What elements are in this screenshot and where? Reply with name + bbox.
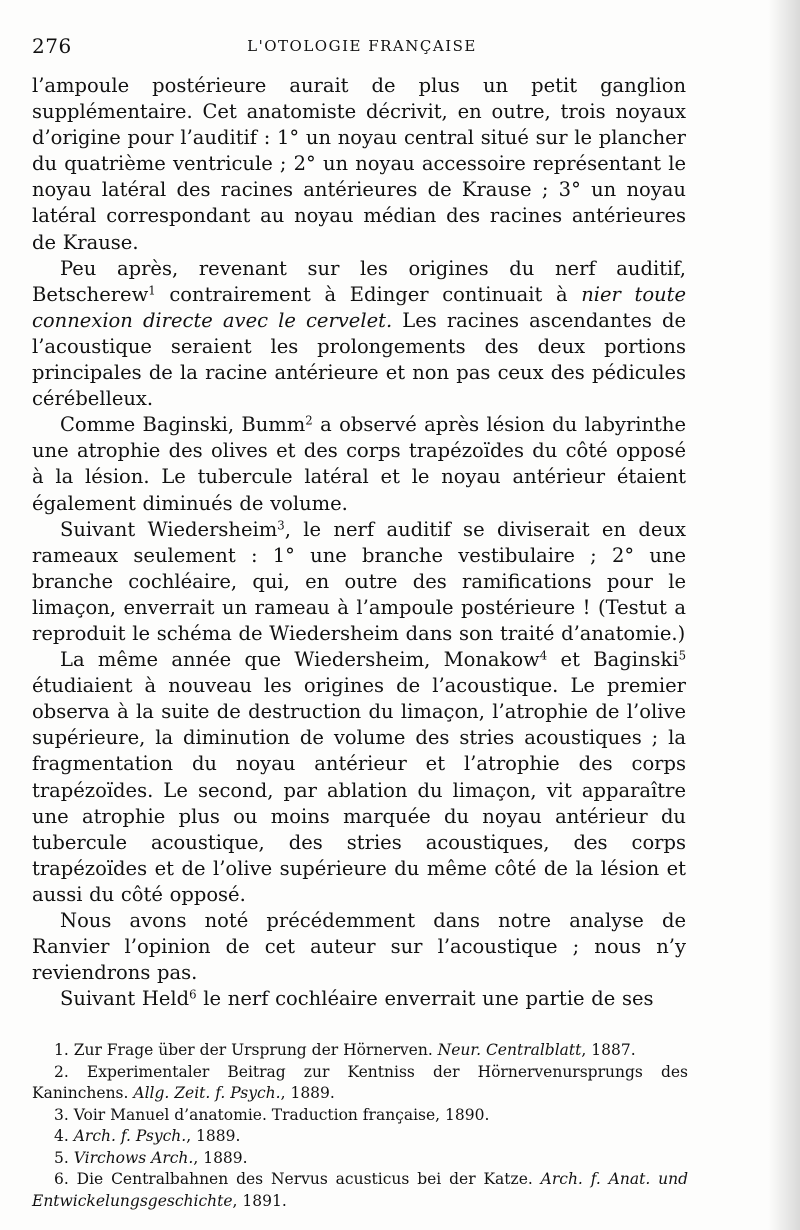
italic-text: nier toute connexion directe avec le cervelet. — [32, 282, 686, 332]
page-header — [32, 34, 692, 58]
text-run: Suivant Wiedersheim — [60, 517, 278, 541]
text-run: Les racines ascendantes de l’acoustique seraient les prolongements des deux portions principales de la racine antérieure et non pas ceux des pédicules cérébelleux. — [32, 308, 686, 411]
footnote — [32, 1169, 688, 1212]
text-run: 4. — [54, 1127, 74, 1145]
text-run: , 1889. — [186, 1127, 241, 1145]
page-edge-shadow — [768, 0, 800, 1230]
page-number: 276 — [32, 34, 72, 58]
footnotes — [32, 1040, 688, 1212]
text-run: Nous avons noté précédemment dans notre analyse de Ranvier l’opinion de cet auteur sur l’acoustique ; nous n’y reviendrons pas. — [32, 909, 686, 985]
paragraph — [32, 986, 686, 1012]
text-run: Peu après, revenant sur les origines du nerf auditif, Betscherew — [32, 256, 686, 306]
footnote — [32, 1126, 688, 1148]
footnote-ref: 3 — [277, 518, 285, 533]
italic-text: Arch. f. Psych. — [73, 1127, 187, 1145]
text-run: La même année que Wiedersheim, Monakow — [60, 648, 540, 672]
text-run: étudiaient à nouveau les origines de l’acoustique. Le premier observa à la suite de destruction du limaçon, l’atrophie de l’olive supérieure, la diminution de volume des stries acoustiques ; la fragmentation du noyau antérieur et l’atrophie des corps trapézoïdes. Le second, par ablation du limaçon, vit apparaître une atrophie plus ou moins marquée du noyau antérieur du tubercule acoustique, des stries acoustiques, des corps trapézoïdes et de l’olive supérieure du même côté de la lésion et aussi du côté opposé. — [32, 674, 686, 906]
text-run: le nerf cochléaire enverrait une partie de ses — [196, 987, 654, 1011]
text-run: , 1891. — [232, 1191, 287, 1210]
paragraph — [32, 73, 686, 256]
italic-text: Virchows Arch. — [73, 1148, 194, 1167]
text-run: et Baginski — [547, 648, 679, 672]
text-run: , 1889. — [280, 1084, 335, 1102]
text-run: 1. Zur Frage über der Ursprung der Hörnerven. — [54, 1041, 438, 1059]
running-head: L'OTOLOGIE FRANÇAISE — [247, 37, 477, 55]
text-run: , 1889. — [193, 1148, 248, 1167]
paragraph — [32, 256, 686, 413]
footnote — [32, 1062, 688, 1105]
text-run: l’ampoule postérieure aurait de plus un petit ganglion supplémentaire. Cet anatomiste décrivit, en outre, trois noyaux d’origine pour l’auditif : 1° un noyau central situé sur le plancher du quatrième ventricule ; 2° un noyau accessoire représentant le noyau latéral des racines antérieures de Krause ; 3° un noyau latéral correspondant au noyau médian des racines antérieures de Krause. — [32, 74, 686, 254]
paragraph — [32, 908, 686, 986]
text-run: contrairement à Edinger continuait à — [155, 282, 582, 306]
text-run: , 1887. — [581, 1041, 636, 1059]
italic-text: Neur. Centralblatt — [437, 1041, 582, 1059]
body-text — [32, 73, 686, 1012]
footnote — [32, 1105, 688, 1127]
footnote-ref: 1 — [148, 283, 156, 298]
text-run: 5. — [54, 1148, 74, 1167]
italic-text: Allg. Zeit. f. Psych. — [133, 1084, 281, 1102]
footnote — [32, 1040, 688, 1062]
footnote-ref: 5 — [678, 648, 686, 663]
footnote-ref: 6 — [189, 987, 197, 1002]
text-run: , le nerf auditif se diviserait en deux rameaux seulement : 1° une branche vestibulaire ; 2° une branche cochléaire, qui, en outre des ramifications pour le limaçon, enverrait un rameau à l’ampoule postérieure ! (Testut a reproduit le schéma de Wiedersheim dans son traité d’anatomie.) — [32, 517, 687, 645]
paragraph — [32, 517, 686, 647]
text-run: Comme Baginski, Bumm — [60, 413, 306, 437]
text-run: 3. Voir Manuel d’anatomie. Traduction française, 1890. — [54, 1105, 490, 1124]
paragraph — [32, 647, 686, 908]
footnote-ref: 4 — [539, 648, 548, 663]
footnote-ref: 2 — [305, 413, 313, 428]
footnote — [32, 1148, 688, 1170]
paragraph — [32, 412, 686, 516]
text-run: a observé après lésion du labyrinthe une atrophie des olives et des corps trapézoïdes du côté opposé à la lésion. Le tubercule latéral et le noyau antérieur étaient également diminués de volume. — [32, 413, 686, 515]
text-run: 2. Experimentaler Beitrag zur Kentniss der Hörnervenursprungs des Kaninchens. — [32, 1062, 688, 1102]
text-run: Suivant Held — [60, 987, 190, 1011]
italic-text: Arch. f. Anat. und Entwickelungsgeschichte — [32, 1170, 689, 1210]
text-run: 6. Die Centralbahnen des Nervus acusticus bei der Katze. — [54, 1170, 541, 1188]
